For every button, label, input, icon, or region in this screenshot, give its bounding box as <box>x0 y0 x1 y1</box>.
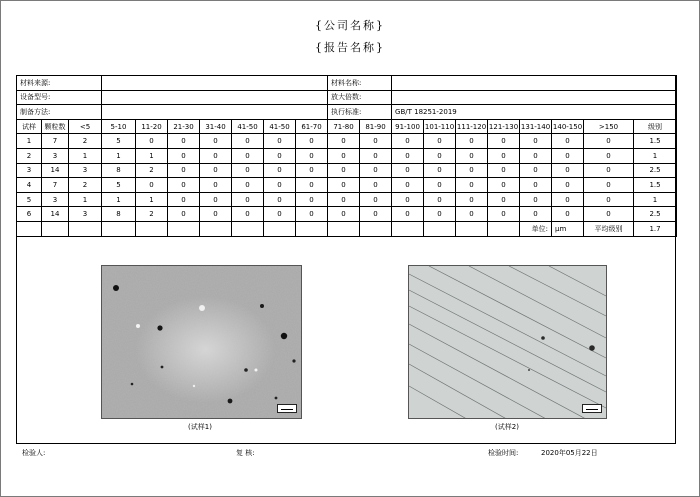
table-cell: 0 <box>168 163 200 178</box>
column-header: 140-150 <box>552 119 584 134</box>
table-cell: 0 <box>296 134 328 149</box>
table-cell: 0 <box>360 134 392 149</box>
table-cell: 0 <box>168 192 200 207</box>
table-cell: 0 <box>328 178 360 193</box>
inclusion-table <box>16 75 677 237</box>
table-cell: 1 <box>136 192 168 207</box>
table-cell: 0 <box>360 178 392 193</box>
table-cell: 0 <box>168 207 200 222</box>
table-cell: 0 <box>264 207 296 222</box>
table-cell: 0 <box>200 207 232 222</box>
table-cell: 1 <box>17 134 42 149</box>
table-row <box>17 148 677 163</box>
table-cell: 0 <box>584 207 634 222</box>
equipment-model-label: 设备型号: <box>17 90 102 105</box>
table-cell: 0 <box>264 148 296 163</box>
table-cell: 6 <box>17 207 42 222</box>
material-name-label: 材料名称: <box>328 76 392 91</box>
table-cell: 0 <box>168 148 200 163</box>
standard-label: 执行标准: <box>328 105 392 120</box>
table-cell: 0 <box>552 148 584 163</box>
table-cell: 0 <box>264 134 296 149</box>
table-header-row <box>17 119 677 134</box>
table-cell: 0 <box>424 178 456 193</box>
table-cell: 0 <box>296 163 328 178</box>
table-cell: 0 <box>584 148 634 163</box>
table-cell: 0 <box>392 178 424 193</box>
table-cell: 0 <box>488 163 520 178</box>
table-cell: 1 <box>69 148 102 163</box>
column-header: 11-20 <box>136 119 168 134</box>
column-header: 71-80 <box>328 119 360 134</box>
table-cell: 0 <box>232 134 264 149</box>
micrograph-1-texture <box>102 266 301 418</box>
table-cell: 0 <box>456 207 488 222</box>
scale-bar <box>277 404 297 413</box>
column-header: 61-70 <box>296 119 328 134</box>
table-cell: 7 <box>42 134 69 149</box>
avg-level-label: 平均级别 <box>584 221 634 236</box>
table-cell: 0 <box>424 207 456 222</box>
table-cell: 0 <box>520 178 552 193</box>
table-cell: 0 <box>200 163 232 178</box>
table-cell: 0 <box>136 178 168 193</box>
sample-prep-value <box>102 105 328 120</box>
table-cell: 0 <box>264 192 296 207</box>
inspection-time-label: 检验时间: <box>488 449 519 457</box>
table-cell: 0 <box>168 178 200 193</box>
column-header: 颗粒数 <box>42 119 69 134</box>
table-cell: 4 <box>17 178 42 193</box>
table-cell: 0 <box>328 148 360 163</box>
table-cell: 0 <box>456 148 488 163</box>
table-cell: 0 <box>488 134 520 149</box>
table-cell: 14 <box>42 207 69 222</box>
reviewer-label: 复 核: <box>236 449 255 457</box>
material-source-label: 材料来源: <box>17 76 102 91</box>
table-cell: 0 <box>488 192 520 207</box>
table-cell: 0 <box>520 192 552 207</box>
table-cell: 0 <box>296 178 328 193</box>
table-cell: 1.5 <box>634 178 677 193</box>
column-header: 试样 <box>17 119 42 134</box>
table-cell: 2 <box>17 148 42 163</box>
table-cell: 8 <box>102 163 136 178</box>
table-cell: 0 <box>200 192 232 207</box>
table-cell: 3 <box>42 192 69 207</box>
scale-bar <box>582 404 602 413</box>
table-cell: 8 <box>102 207 136 222</box>
table-cell: 0 <box>488 148 520 163</box>
table-cell: 2.5 <box>634 163 677 178</box>
table-cell: 0 <box>584 134 634 149</box>
micrograph-2-texture <box>409 266 606 418</box>
column-header: <5 <box>69 119 102 134</box>
company-name: {公司名称} <box>315 19 385 32</box>
unit-label: 单位: <box>520 221 552 236</box>
column-header: >150 <box>584 119 634 134</box>
table-cell: 0 <box>360 163 392 178</box>
column-header: 121-130 <box>488 119 520 134</box>
table-cell: 0 <box>328 134 360 149</box>
table-cell: 0 <box>200 134 232 149</box>
table-cell: 1 <box>102 148 136 163</box>
table-cell: 0 <box>136 134 168 149</box>
table-cell: 0 <box>168 134 200 149</box>
table-cell: 0 <box>520 134 552 149</box>
micrograph-sample-2 <box>408 265 607 419</box>
unit-value: μm <box>552 221 584 236</box>
micrograph-sample-1 <box>101 265 302 419</box>
table-cell: 1.5 <box>634 134 677 149</box>
table-cell: 0 <box>360 207 392 222</box>
inspection-time-value: 2020年05月22日 <box>541 449 598 457</box>
table-cell: 0 <box>328 163 360 178</box>
sample-prep-label: 制备方法: <box>17 105 102 120</box>
material-source-value <box>102 76 328 91</box>
report-name: {报告名称} <box>315 41 385 54</box>
column-header: 41-50 <box>264 119 296 134</box>
table-row <box>17 134 677 149</box>
table-cell: 0 <box>584 192 634 207</box>
table-cell: 0 <box>584 178 634 193</box>
table-cell: 5 <box>102 178 136 193</box>
table-cell: 0 <box>584 163 634 178</box>
table-cell: 0 <box>456 192 488 207</box>
table-cell: 0 <box>200 178 232 193</box>
table-cell: 1 <box>136 148 168 163</box>
table-cell: 0 <box>392 148 424 163</box>
table-cell: 2.5 <box>634 207 677 222</box>
table-cell: 0 <box>424 134 456 149</box>
table-cell: 0 <box>232 148 264 163</box>
table-cell: 0 <box>296 207 328 222</box>
table-cell: 0 <box>424 192 456 207</box>
column-header: 81-90 <box>360 119 392 134</box>
table-cell: 3 <box>42 148 69 163</box>
table-cell: 0 <box>232 163 264 178</box>
table-cell: 0 <box>520 163 552 178</box>
column-header: 111-120 <box>456 119 488 134</box>
table-cell: 0 <box>392 163 424 178</box>
table-cell: 0 <box>456 163 488 178</box>
table-cell: 0 <box>552 134 584 149</box>
table-cell: 1 <box>634 192 677 207</box>
table-cell: 2 <box>69 178 102 193</box>
table-cell: 0 <box>552 178 584 193</box>
table-row <box>17 163 677 178</box>
table-cell: 0 <box>552 163 584 178</box>
table-cell: 0 <box>520 148 552 163</box>
column-header: 5-10 <box>102 119 136 134</box>
table-cell: 0 <box>392 192 424 207</box>
column-header: 21-30 <box>168 119 200 134</box>
column-header: 级别 <box>634 119 677 134</box>
column-header: 131-140 <box>520 119 552 134</box>
table-cell: 0 <box>392 207 424 222</box>
table-cell: 0 <box>552 192 584 207</box>
table-cell: 0 <box>296 192 328 207</box>
table-cell: 3 <box>69 163 102 178</box>
table-cell: 1 <box>102 192 136 207</box>
table-cell: 3 <box>69 207 102 222</box>
standard-value: GB/T 18251-2019 <box>392 105 677 120</box>
caption-sample-1: (试样1) <box>188 423 212 431</box>
table-cell: 1 <box>634 148 677 163</box>
table-cell: 0 <box>328 207 360 222</box>
table-cell: 0 <box>488 178 520 193</box>
table-cell: 0 <box>264 163 296 178</box>
table-cell: 7 <box>42 178 69 193</box>
table-cell: 0 <box>360 192 392 207</box>
table-cell: 0 <box>456 134 488 149</box>
table-cell: 2 <box>69 134 102 149</box>
table-row <box>17 207 677 222</box>
table-cell: 1 <box>69 192 102 207</box>
table-row <box>17 178 677 193</box>
avg-level-value: 1.7 <box>634 221 677 236</box>
inspector-label: 检验人: <box>22 449 46 457</box>
table-cell: 0 <box>456 178 488 193</box>
table-cell: 0 <box>264 178 296 193</box>
table-cell: 0 <box>232 207 264 222</box>
table-cell: 0 <box>520 207 552 222</box>
table-cell: 2 <box>136 207 168 222</box>
material-name-value <box>392 76 677 91</box>
magnification-label: 放大倍数: <box>328 90 392 105</box>
table-cell: 14 <box>42 163 69 178</box>
column-header: 31-40 <box>200 119 232 134</box>
table-cell: 5 <box>102 134 136 149</box>
table-cell: 0 <box>392 134 424 149</box>
table-cell: 0 <box>552 207 584 222</box>
blank-row <box>17 221 677 236</box>
table-cell: 0 <box>232 178 264 193</box>
column-header: 91-100 <box>392 119 424 134</box>
column-header: 41-50 <box>232 119 264 134</box>
table-cell: 0 <box>200 148 232 163</box>
table-cell: 0 <box>296 148 328 163</box>
table-cell: 3 <box>17 163 42 178</box>
equipment-model-value <box>102 90 328 105</box>
table-cell: 0 <box>232 192 264 207</box>
table-row <box>17 192 677 207</box>
table-cell: 0 <box>488 207 520 222</box>
caption-sample-2: (试样2) <box>495 423 519 431</box>
table-cell: 0 <box>424 163 456 178</box>
table-cell: 0 <box>424 148 456 163</box>
table-cell: 0 <box>328 192 360 207</box>
magnification-value <box>392 90 677 105</box>
table-cell: 0 <box>360 148 392 163</box>
column-header: 101-110 <box>424 119 456 134</box>
table-cell: 2 <box>136 163 168 178</box>
table-cell: 5 <box>17 192 42 207</box>
